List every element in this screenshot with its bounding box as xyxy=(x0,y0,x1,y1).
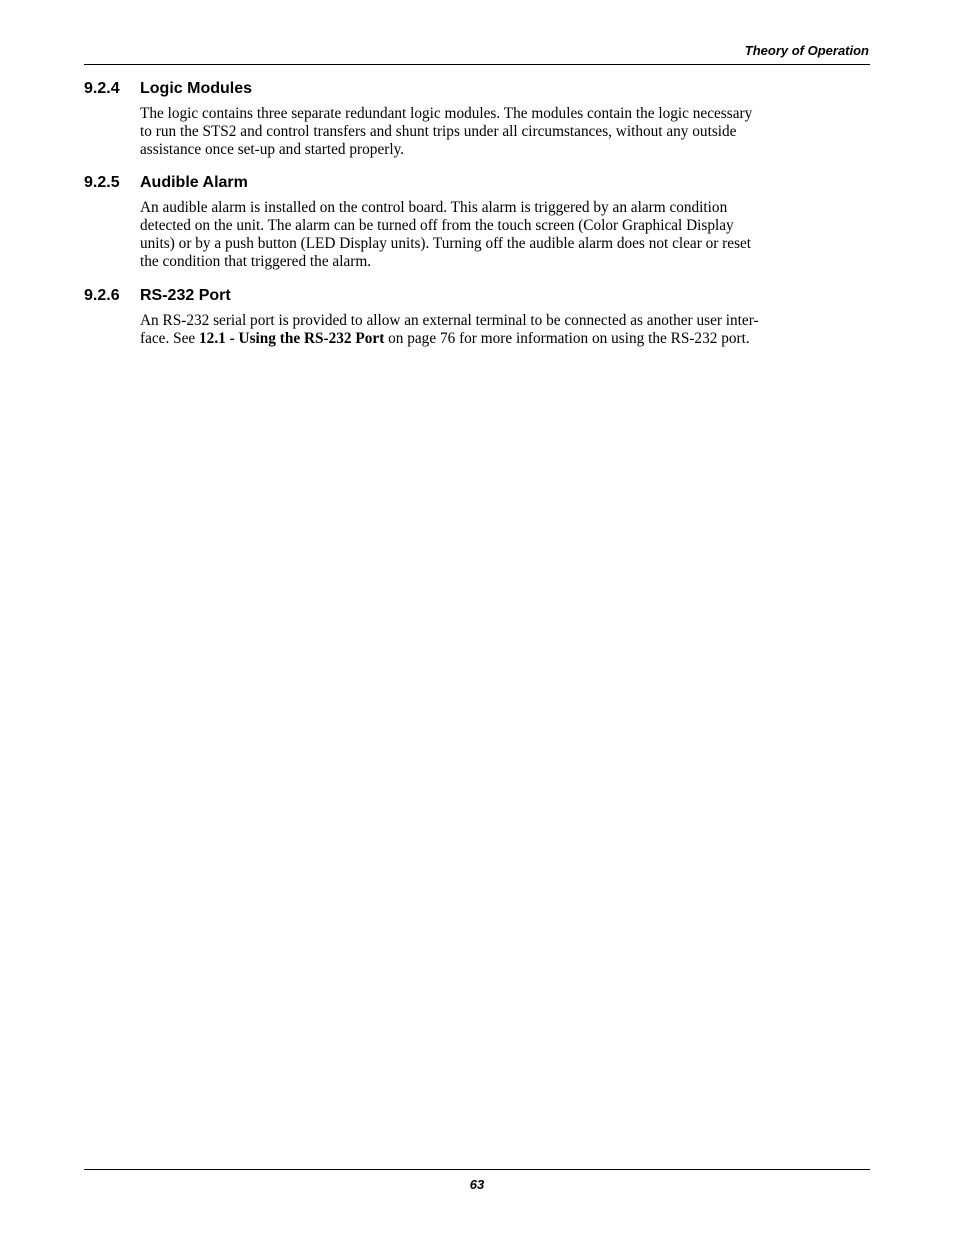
body-line: An audible alarm is installed on the control board. This alarm is triggered by an alarm condition xyxy=(140,199,728,216)
body-line: units) or by a push button (LED Display units). Turning off the audible alarm does not clear or reset xyxy=(140,235,752,252)
section-number: 9.2.5 xyxy=(84,174,120,191)
body-text: face. See xyxy=(140,330,200,347)
running-header-title: Theory of Operation xyxy=(744,43,869,58)
section-heading xyxy=(84,79,870,101)
section-heading xyxy=(84,286,870,308)
body-line: the condition that triggered the alarm. xyxy=(140,253,372,270)
body-line: to run the STS2 and control transfers and shunt trips under all circumstances, without any outside xyxy=(140,123,737,140)
page-number: 63 xyxy=(469,1177,485,1192)
section-body xyxy=(140,105,872,159)
header-rule xyxy=(84,64,870,65)
body-line: The logic contains three separate redundant logic modules. The modules contain the logic necessary xyxy=(140,105,753,122)
section-number: 9.2.4 xyxy=(84,80,120,97)
section-title: RS-232 Port xyxy=(140,287,231,304)
body-line: An RS-232 serial port is provided to allow an external terminal to be connected as another user inter- xyxy=(140,312,759,329)
section-rs232-port xyxy=(84,286,870,348)
body-text: on page 76 for more information on using the RS-232 port. xyxy=(384,330,750,347)
section-logic-modules xyxy=(84,79,870,159)
section-body xyxy=(140,312,872,348)
footer-rule xyxy=(84,1169,870,1170)
section-audible-alarm xyxy=(84,173,870,271)
body-line: assistance once set-up and started properly. xyxy=(140,141,405,158)
cross-reference-link[interactable]: 12.1 - Using the RS-232 Port xyxy=(199,330,385,347)
section-title: Logic Modules xyxy=(140,80,252,97)
section-title: Audible Alarm xyxy=(140,174,248,191)
section-number: 9.2.6 xyxy=(84,287,120,304)
section-body xyxy=(140,199,872,271)
section-heading xyxy=(84,173,870,195)
body-line: detected on the unit. The alarm can be turned off from the touch screen (Color Graphical Display xyxy=(140,217,734,234)
